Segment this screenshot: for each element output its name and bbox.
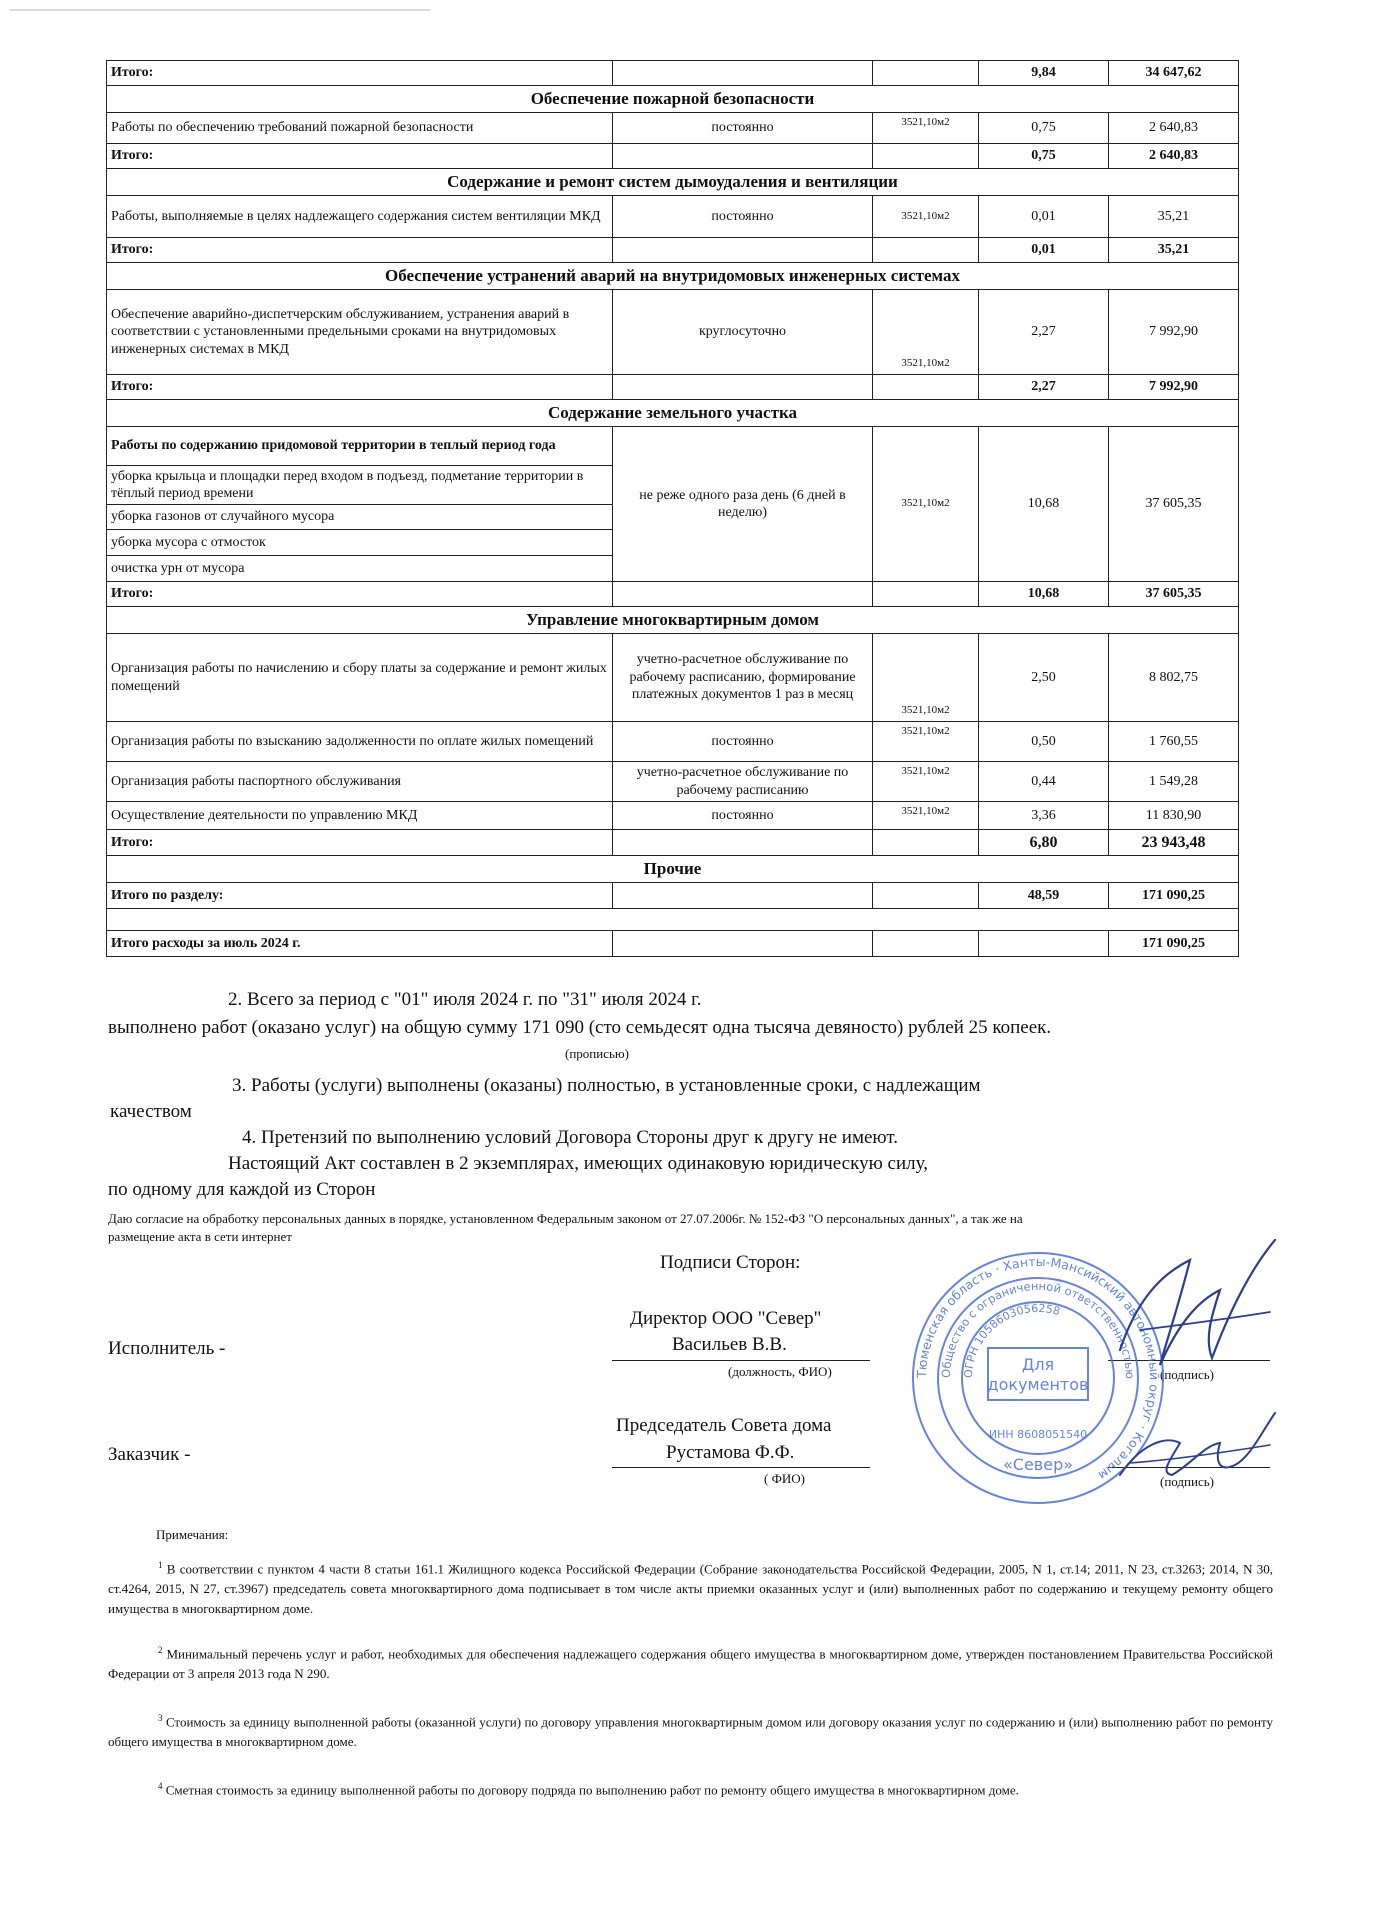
total-rate: 0,01 [979, 238, 1109, 263]
section-title: Обеспечение устранений аварий на внутридомовых инженерных системах [107, 263, 1239, 290]
note-4-number: 4 [158, 1781, 163, 1791]
note-3 [108, 1708, 1273, 1752]
note-2-number: 2 [158, 1645, 163, 1655]
item-frequency: учетно-расчетное обслуживание по рабочему расписанию [613, 762, 873, 802]
total-amount: 34 647,62 [1109, 61, 1239, 86]
customer-sign-hint: (подпись) [1160, 1474, 1214, 1489]
item-rate: 0,44 [979, 762, 1109, 802]
section-row [107, 86, 1239, 113]
section-total-label: Итого по разделу: [107, 883, 613, 909]
item-unit: 3521,10м2 [873, 290, 979, 375]
section-row [107, 856, 1239, 883]
scan-artifact [10, 9, 430, 11]
notes-title: Примечания: [156, 1527, 229, 1542]
note-2 [108, 1640, 1273, 1684]
item-rate: 2,50 [979, 634, 1109, 722]
stamp-center-line-2: документов [987, 1375, 1089, 1394]
note-4-text: Сметная стоимость за единицу выполненной работы по договору подряда по выполнению работ по ремонту общего имущества в многоквартирном доме. [165, 1782, 1019, 1798]
item-row [107, 762, 1239, 802]
item-unit: 3521,10м2 [873, 762, 979, 802]
signatures-title: Подписи Сторон: [660, 1252, 801, 1273]
item-amount: 2 640,83 [1109, 113, 1239, 144]
item-rate: 0,01 [979, 196, 1109, 238]
section-row [107, 607, 1239, 634]
land-unit: 3521,10м2 [873, 427, 979, 582]
executor-signature [1100, 1230, 1300, 1390]
note-4 [108, 1776, 1273, 1800]
item-frequency: постоянно [613, 196, 873, 238]
customer-label: Заказчик - [108, 1444, 191, 1465]
land-amount: 37 605,35 [1109, 427, 1239, 582]
land-heading: Работы по содержанию придомовой территории в теплый период года [107, 427, 613, 466]
section-total-amount: 171 090,25 [1109, 883, 1239, 909]
total-row [107, 375, 1239, 400]
item-row [107, 722, 1239, 762]
item-row [107, 113, 1239, 144]
section-title: Обеспечение пожарной безопасности [107, 86, 1239, 113]
total-rate: 6,80 [979, 830, 1109, 856]
total-label: Итого: [107, 830, 613, 856]
total-amount: 37 605,35 [1109, 582, 1239, 607]
total-row [107, 61, 1239, 86]
consent-line-2: размещение акта в сети интернет [108, 1229, 292, 1244]
stamp-ogrn: ОГРН 1058603056258 [961, 1301, 1062, 1379]
item-label: Работы по обеспечению требований пожарной безопасности [107, 113, 613, 144]
stamp-center-line-1: Для [1021, 1355, 1055, 1374]
total-rate: 0,75 [979, 144, 1109, 169]
paragraph-2-line-2: выполнено работ (оказано услуг) на общую сумму 171 090 (сто семьдесят одна тысяча девяносто) рублей 25 копеек. [108, 1017, 1052, 1038]
customer-signature [1110, 1405, 1290, 1495]
total-rate: 10,68 [979, 582, 1109, 607]
section-total-rate: 48,59 [979, 883, 1109, 909]
section-row [107, 400, 1239, 427]
grand-total-label: Итого расходы за июль 2024 г. [107, 931, 613, 957]
section-title: Содержание земельного участка [107, 400, 1239, 427]
note-1 [108, 1555, 1273, 1619]
item-rate: 3,36 [979, 802, 1109, 830]
services-table [106, 60, 1239, 957]
total-row [107, 830, 1239, 856]
grand-total-amount: 171 090,25 [1109, 931, 1239, 957]
total-amount: 2 640,83 [1109, 144, 1239, 169]
executor-position: Директор ООО "Север" [630, 1308, 822, 1329]
total-rate: 2,27 [979, 375, 1109, 400]
section-title: Прочие [107, 856, 1239, 883]
total-row [107, 144, 1239, 169]
executor-name-line [612, 1360, 870, 1361]
note-3-text: Стоимость за единицу выполненной работы (оказанной услуги) по договору управления многоквартирным домом или договору оказания услуг по содержанию и (или) выполнению работ по ремонту общего имущества в многоквартирном доме. [108, 1714, 1274, 1750]
item-unit: 3521,10м2 [873, 722, 979, 762]
item-label: Обеспечение аварийно-диспетчерским обслуживанием, устранения аварий в соответствии с установленными предельными сроками на внутридомовых инженерных системах в МКД [107, 290, 613, 375]
item-label: Организация работы по взысканию задолженности по оплате жилых помещений [107, 722, 613, 762]
stamp-inn: ИНН 8608051540 [988, 1428, 1088, 1441]
total-rate: 9,84 [979, 61, 1109, 86]
stamp-middle-text: Общество с ограниченной ответственностью [938, 1278, 1138, 1380]
section-total-row [107, 883, 1239, 909]
item-label: Осуществление деятельности по управлению МКД [107, 802, 613, 830]
note-3-number: 3 [158, 1713, 163, 1723]
item-unit: 3521,10м2 [873, 802, 979, 830]
item-amount: 35,21 [1109, 196, 1239, 238]
section-title: Управление многоквартирным домом [107, 607, 1239, 634]
land-heading-row [107, 427, 1239, 466]
item-label: Работы, выполняемые в целях надлежащего содержания систем вентиляции МКД [107, 196, 613, 238]
total-row [107, 582, 1239, 607]
total-row [107, 238, 1239, 263]
item-amount: 1 549,28 [1109, 762, 1239, 802]
total-label: Итого: [107, 144, 613, 169]
in-words-hint: (прописью) [565, 1046, 629, 1061]
customer-name-hint: ( ФИО) [764, 1471, 805, 1486]
item-row [107, 634, 1239, 722]
item-rate: 0,50 [979, 722, 1109, 762]
customer-name: Рустамова Ф.Ф. [666, 1442, 795, 1463]
stamp-outer-text: Тюменская область · Ханты-Мансийский автономный округ · Когалым [913, 1253, 1163, 1484]
item-frequency: круглосуточно [613, 290, 873, 375]
total-amount: 7 992,90 [1109, 375, 1239, 400]
land-rate: 10,68 [979, 427, 1109, 582]
total-amount: 35,21 [1109, 238, 1239, 263]
land-item: уборка газонов от случайного мусора [107, 505, 613, 530]
empty-row [107, 909, 1239, 931]
item-amount: 1 760,55 [1109, 722, 1239, 762]
item-frequency: постоянно [613, 722, 873, 762]
item-rate: 2,27 [979, 290, 1109, 375]
total-label: Итого: [107, 238, 613, 263]
paragraph-5-line-1: Настоящий Акт составлен в 2 экземплярах, имеющих одинаковую юридическую силу, [228, 1153, 928, 1174]
section-row [107, 169, 1239, 196]
item-unit: 3521,10м2 [873, 634, 979, 722]
consent-line-1: Даю согласие на обработку персональных данных в порядке, установленном Федеральным законом от 27.07.2006г. № 152-ФЗ "О персональных данных", а так же на [108, 1211, 1023, 1226]
item-row [107, 196, 1239, 238]
item-label: Организация работы по начислению и сбору платы за содержание и ремонт жилых помещений [107, 634, 613, 722]
customer-position: Председатель Совета дома [616, 1415, 832, 1436]
item-frequency: постоянно [613, 802, 873, 830]
item-row [107, 290, 1239, 375]
paragraph-5-line-2: по одному для каждой из Сторон [108, 1179, 376, 1200]
item-label: Организация работы паспортного обслуживания [107, 762, 613, 802]
item-amount: 7 992,90 [1109, 290, 1239, 375]
item-amount: 8 802,75 [1109, 634, 1239, 722]
paragraph-2-line-1: 2. Всего за период с "01" июля 2024 г. по "31" июля 2024 г. [228, 989, 702, 1010]
section-row [107, 263, 1239, 290]
total-amount: 23 943,48 [1109, 830, 1239, 856]
total-label: Итого: [107, 582, 613, 607]
executor-position-hint: (должность, ФИО) [728, 1364, 832, 1379]
total-label: Итого: [107, 61, 613, 86]
note-1-number: 1 [158, 1560, 163, 1570]
paragraph-3-line-1: 3. Работы (услуги) выполнены (оказаны) полностью, в установленные сроки, с надлежащим [232, 1075, 981, 1096]
item-unit: 3521,10м2 [873, 113, 979, 144]
land-item: уборка крыльца и площадки перед входом в подъезд, подметание территории в тёплый период времени [107, 466, 613, 505]
stamp-company: «Север» [1002, 1455, 1074, 1474]
land-item: уборка мусора с отмосток [107, 530, 613, 556]
land-frequency: не реже одного раза день (6 дней в неделю) [613, 427, 873, 582]
land-item: очистка урн от мусора [107, 556, 613, 582]
section-title: Содержание и ремонт систем дымоудаления и вентиляции [107, 169, 1239, 196]
item-rate: 0,75 [979, 113, 1109, 144]
executor-name: Васильев В.В. [672, 1334, 787, 1355]
paragraph-4: 4. Претензий по выполнению условий Договора Стороны друг к другу не имеют. [242, 1127, 898, 1148]
paragraph-3-line-2: качеством [110, 1101, 192, 1122]
grand-total-row [107, 931, 1239, 957]
item-frequency: постоянно [613, 113, 873, 144]
executor-label: Исполнитель - [108, 1338, 226, 1359]
note-2-text: Минимальный перечень услуг и работ, необходимых для обеспечения надлежащего содержания общего имущества в многоквартирном доме, утвержден постановлением Правительства Российской Федерации от 3 апреля 2013 года N 290. [108, 1646, 1273, 1682]
item-amount: 11 830,90 [1109, 802, 1239, 830]
executor-sign-hint: (подпись) [1160, 1367, 1214, 1382]
item-unit: 3521,10м2 [873, 196, 979, 238]
note-1-text: В соответствии с пунктом 4 части 8 статьи 161.1 Жилищного кодекса Российской Федерации (Собрание законодательства Российской Федерации, 2005, N 1, ст.14; 2011, N 23, ст.3263; 2014, N 30, ст.4264, 2015, N 27, ст.3967) председатель совета многоквартирного дома подписывает в том числе акты приемки оказанных услуг и (или) выполненных работ по содержанию и текущему ремонту общего имущества в многоквартирном доме. [108, 1561, 1273, 1617]
customer-name-line [612, 1467, 870, 1468]
item-row [107, 802, 1239, 830]
total-label: Итого: [107, 375, 613, 400]
item-frequency: учетно-расчетное обслуживание по рабочему расписанию, формирование платежных документов 1 раз в месяц [613, 634, 873, 722]
